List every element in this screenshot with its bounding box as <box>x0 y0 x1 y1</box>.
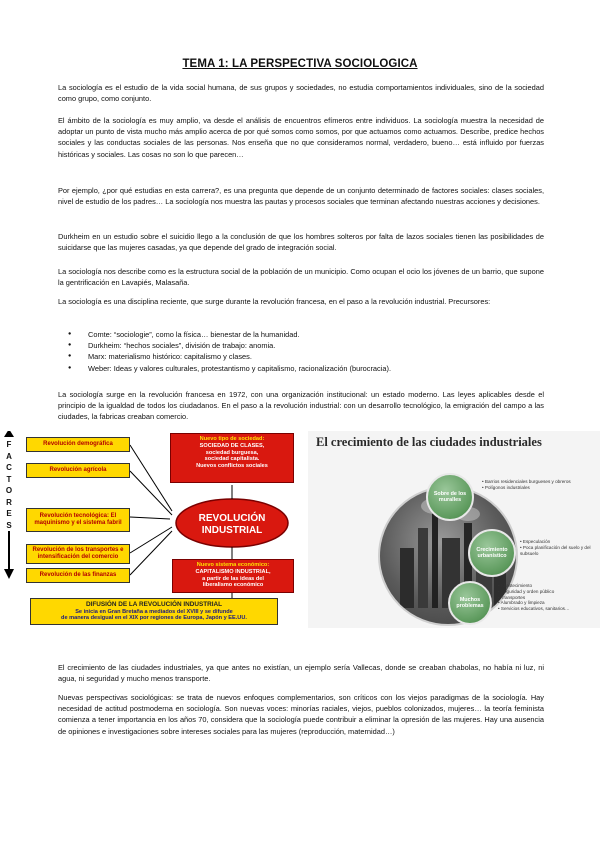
economy-box: Nuevo sistema económico: CAPITALISMO INDUSTRIAL, a partir de las ideas del liberalismo económico <box>172 559 294 593</box>
paragraph-definition: La sociología es el estudio de la vida social humana, de sus grupos y sociedades, no estudia comportamientos individuales, sino de la sociedad como grupo, como conjunto. <box>58 83 544 104</box>
center-label-2: INDUSTRIAL <box>201 525 263 536</box>
node-list: • Especulación • Poca planificación del suelo y del subsuelo <box>520 539 596 556</box>
paragraph-new-perspectives: Nuevas perspectivas sociológicas: se trata de nuevos enfoques complementarios, son críticos con los viejos paradigmas de la sociología. Hay necesidad de actitud postmoderna en sociología. Son nuevas voces: minorías raciales, viejos, pueblos colonizados, mujeres… la teoría feminista comienza a tener importancia en los años 70, considera que la sociología puede contribuir a eliminar la opresión de las mujeres. Hay una ausencia de opiniones e investigaciones sobre intereses sociales para las mujeres (reproducción, maternidad…) <box>58 693 544 736</box>
factor-box: Revolución de los transportes e intensificación del comercio <box>26 544 130 564</box>
factores-label: F A C T O R E S <box>5 440 13 530</box>
node-circle: Sobre de los muralles <box>426 473 474 521</box>
node-circle: Muchos problemas <box>448 581 492 625</box>
diffusion-box: DIFUSIÓN DE LA REVOLUCIÓN INDUSTRIAL Se inicia en Gran Bretaña a mediados del XVIII y se difunde de manera desigual en el XIX por regiones de Europa, Japón y EE.UU. <box>30 598 278 625</box>
industrial-cities-diagram <box>308 431 600 628</box>
factor-box: Revolución tecnológica: El maquinismo y el sistema fabril <box>26 508 130 532</box>
factor-box: Revolución demográfica <box>26 437 130 452</box>
factor-box: Revolución agrícola <box>26 463 130 478</box>
diagram-title: El crecimiento de las ciudades industriales <box>316 435 542 449</box>
list-item: ● Weber: Ideas y valores culturales, protestantismo y capitalismo, racionalización (burocracia). <box>58 363 544 374</box>
paragraph-structure: La sociología nos describe como es la estructura social de la población de un municipio. Como ocupan el ocio los jóvenes de un barrio, que supone la gentrificación en Lavapiés, Malasaña. <box>58 267 544 288</box>
paragraph-cities: El crecimiento de las ciudades industriales, ya que antes no existían, un ejemplo sería Vallecas, donde se creaban chabolas, no había ni luz, ni agua, ni seguridad y mucho menos transporte. <box>58 663 544 684</box>
paragraph-durkheim: Durkheim en un estudio sobre el suicidio llego a la conclusión de que los hombres solteros por falta de lazos sociales tienen las posibilidades de suicidarse que las mujeres casadas, ya que depende del grado de integración social. <box>58 232 544 253</box>
list-item: ● Marx: materialismo histórico: capitalismo y clases. <box>58 351 544 362</box>
paragraph-scope: El ámbito de la sociología es muy amplio, va desde el análisis de encuentros efímeros entre individuos. La sociología muestra la necesidad de adoptar un punto de vista mucho más amplio acerca de por qué somos como somos, por que actuamos como actuamos. Describe, predice hechos sociales y las conductas sociales de las personas. Nos enseña que no que consideramos normal, verdadero, bueno… está influido por fuerzas históricas y sociales. Las cosas no son lo que parecen… <box>58 116 544 159</box>
node-list: • Barrios residenciales burgueses y obreros • Polígonos industriales <box>482 479 592 491</box>
list-item: ● Comte: “sociologie”, como la física… bienestar de la humanidad. <box>58 329 544 340</box>
node-circle: Crecimiento urbanístico <box>468 529 516 577</box>
node-list: • Abastecimiento • Seguridad y orden público • Transportes • Alumbrado y limpieza • Servicios educativos, sanitarios… <box>498 583 594 612</box>
paragraph-example: Por ejemplo, ¿por qué estudias en esta carrera?, es una pregunta que depende de un conjunto determinado de factores sociales: clases sociales, nivel de estudio de los padres… La sociología nos muestra las pautas y procesos sociales que terminan afectando nuestras acciones y decisiones. <box>58 186 544 207</box>
center-label-1: REVOLUCIÓN <box>198 513 266 524</box>
society-box: Nuevo tipo de sociedad: SOCIEDAD DE CLASES, sociedad burguesa, sociedad capitalista. Nuevos conflictos sociales <box>170 433 294 483</box>
industrial-revolution-diagram <box>0 431 305 628</box>
paragraph-revolution: La sociología surge en la revolución francesa en 1972, con una organización institucional: un estado moderno. Las leyes aplicables desde el principio de la igualdad de todos los ciudadanos. En el paso a la revolución industrial: con un desarrollo tecnológico, la emigración del campo a las ciudades, la fabricas creaban comercio. <box>58 390 544 422</box>
page-title: TEMA 1: LA PERSPECTIVA SOCIOLOGICA <box>182 58 418 70</box>
list-item: ● Durkheim: “hechos sociales”, división de trabajo: anomia. <box>58 340 544 351</box>
paragraph-origin: La sociología es una disciplina reciente, que surge durante la revolución francesa, en el paso a la revolución industrial. Precursores: <box>58 297 491 306</box>
factor-box: Revolución de las finanzas <box>26 568 130 583</box>
precursors-list <box>58 329 544 374</box>
